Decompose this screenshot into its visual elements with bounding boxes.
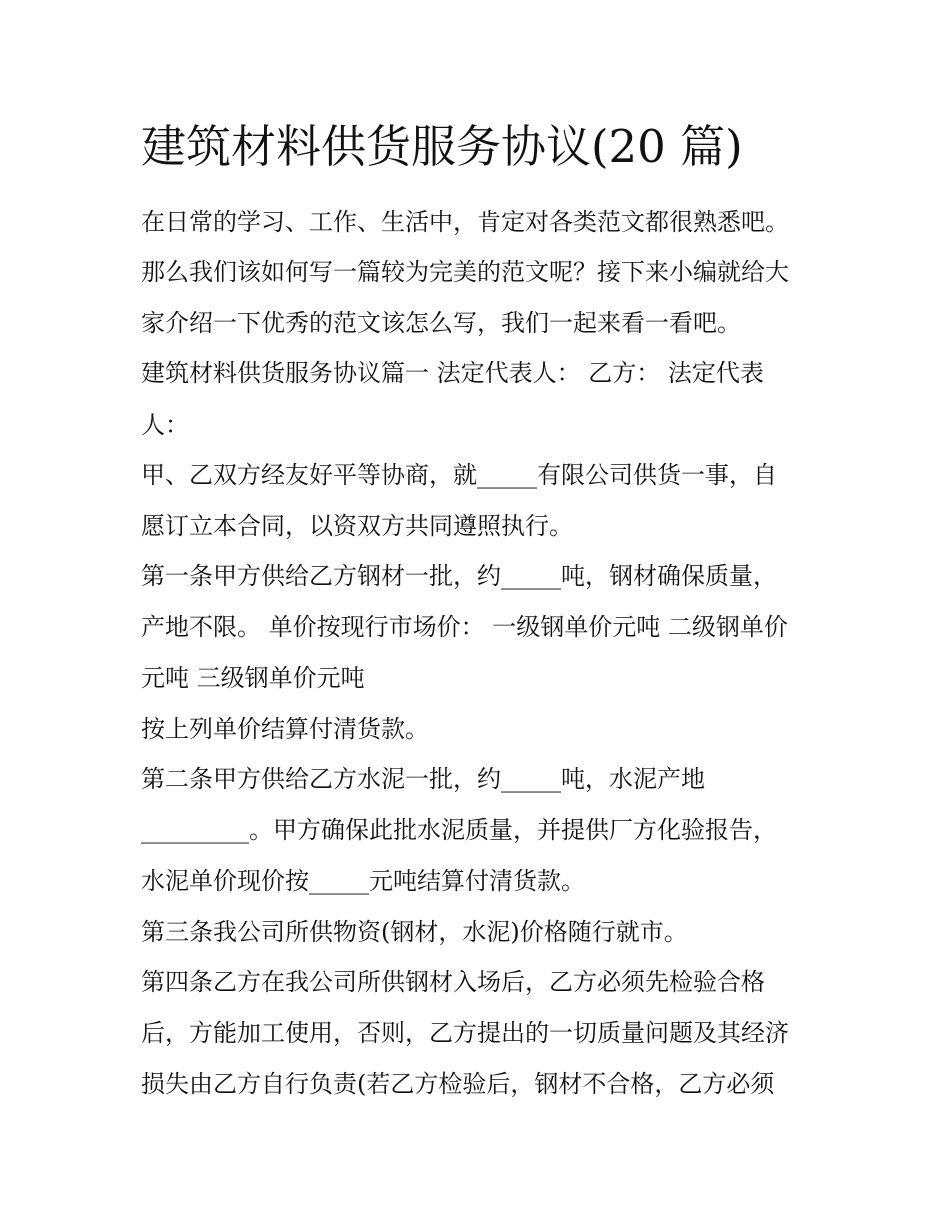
paragraph-line: 损失由乙方自行负责(若乙方检验后，钢材不合格，乙方必须 — [141, 1070, 775, 1098]
paragraph-line: 水泥单价现价按_____元吨结算付清货款。 — [141, 867, 585, 895]
paragraph-line: 那么我们该如何写一篇较为完美的范文呢？接下来小编就给大 — [141, 258, 789, 286]
paragraph-line: 按上列单价结算付清货款。 — [141, 715, 429, 743]
paragraph-line: 元吨 三级钢单价元吨 — [141, 664, 365, 692]
paragraph-line: 建筑材料供货服务协议篇一 法定代表人： 乙方： 法定代表 — [141, 359, 764, 387]
paragraph-line: 家介绍一下优秀的范文该怎么写，我们一起来看一看吧。 — [141, 309, 741, 337]
paragraph-line: 产地不限。 单价按现行市场价： 一级钢单价元吨 二级钢单价 — [141, 613, 788, 641]
document-title: 建筑材料供货服务协议(20 篇) — [141, 120, 743, 173]
paragraph-line: 第一条甲方供给乙方钢材一批，约_____吨，钢材确保质量， — [141, 562, 777, 590]
paragraph-line: 后，方能加工使用，否则，乙方提出的一切质量问题及其经济 — [141, 1019, 789, 1047]
paragraph-line: 人： — [141, 411, 189, 439]
paragraph-line: _________。甲方确保此批水泥质量，并提供厂方化验报告， — [141, 816, 777, 844]
paragraph-line: 在日常的学习、工作、生活中，肯定对各类范文都很熟悉吧。 — [141, 208, 789, 236]
paragraph-line: 第三条我公司所供物资(钢材，水泥)价格随行就市。 — [141, 918, 688, 946]
paragraph-line: 第二条甲方供给乙方水泥一批，约_____吨，水泥产地 — [141, 765, 705, 793]
paragraph-line: 愿订立本合同，以资双方共同遵照执行。 — [141, 512, 573, 540]
paragraph-line: 甲、乙双方经友好平等协商，就_____有限公司供货一事，自 — [141, 461, 777, 489]
paragraph-line: 第四条乙方在我公司所供钢材入场后，乙方必须先检验合格 — [141, 968, 765, 996]
